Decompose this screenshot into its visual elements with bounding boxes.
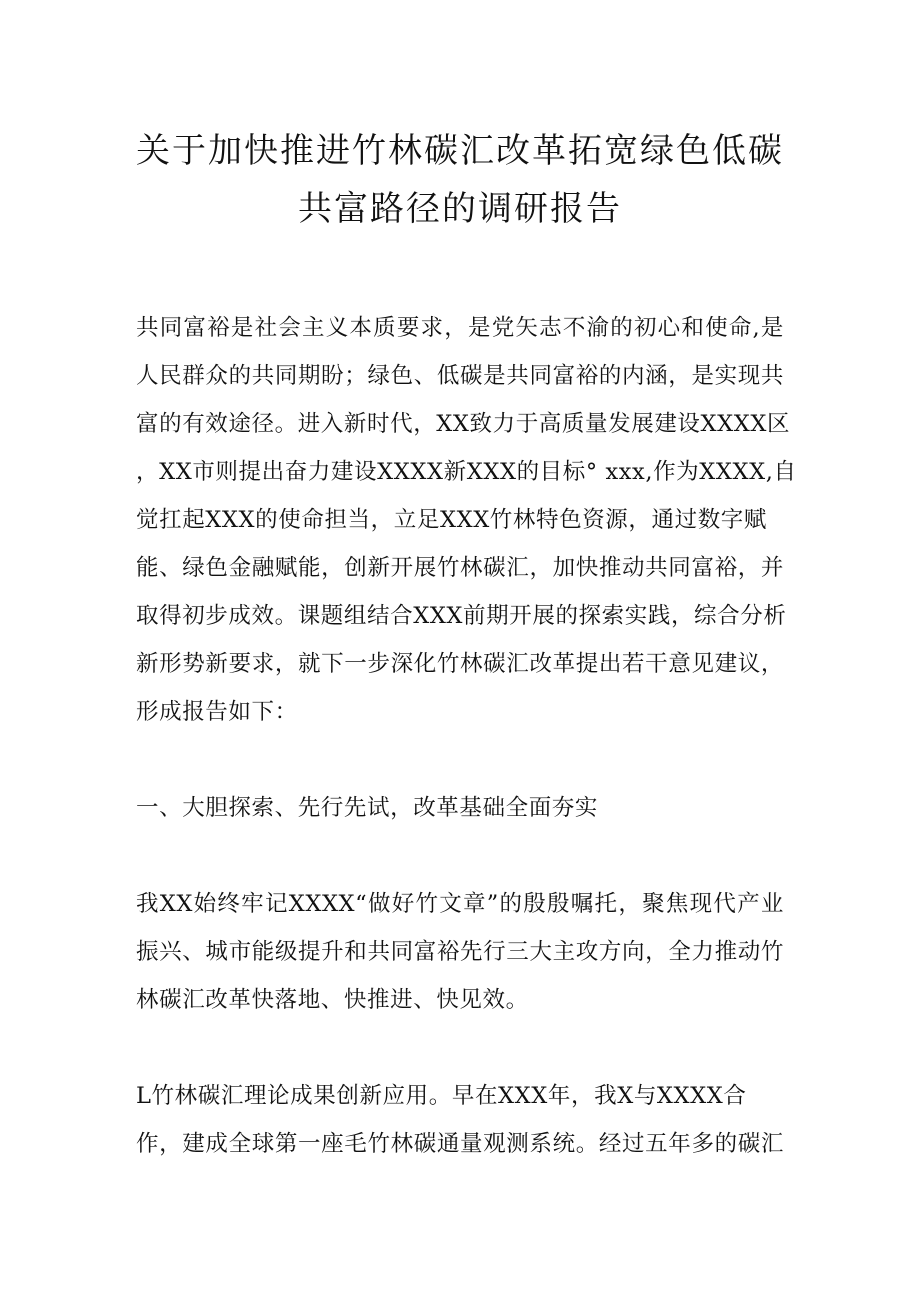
text-line: ，XX市则提出奋力建设XXXX新XXX的目标° xxx,作为XXXX,自 <box>136 459 797 485</box>
text-line: 我XX始终牢记XXXX“做好竹文章”的殷殷嘱托，聚焦现代产业 <box>136 891 784 917</box>
text-line: 取得初步成效。课题组结合XXX前期开展的探索实践，综合分析 <box>136 603 787 629</box>
text-line: 形成报告如下： <box>136 699 298 725</box>
title-line-1: 关于加快推进竹林碳汇改革拓宽绿色低碳 <box>136 131 784 171</box>
text-line: 作，建成全球第一座毛竹林碳通量观测系统。经过五年多的碳汇 <box>136 1131 784 1157</box>
document-title <box>120 122 800 238</box>
text-line: 林碳汇改革快落地、快推进、快见效。 <box>136 987 529 1013</box>
text-line: 能、绿色金融赋能，创新开展竹林碳汇，加快推动共同富裕，并 <box>136 555 784 581</box>
text-line: 人民群众的共同期盼；绿色、低碳是共同富裕的内涵，是实现共 <box>136 363 784 389</box>
text-line: 新形势新要求，就下一步深化竹林碳汇改革提出若干意见建议， <box>136 651 784 677</box>
text-line: 觉扛起XXX的使命担当，立足XXX竹林特色资源，通过数字赋 <box>136 507 768 533</box>
text-line: 振兴、城市能级提升和共同富裕先行三大主攻方向，全力推动竹 <box>136 939 784 965</box>
section-heading: 一、大胆探索、先行先试，改革基础全面夯实 <box>136 795 599 821</box>
text-line: L竹林碳汇理论成果创新应用。早在XXX年，我X与XXXX合 <box>136 1083 747 1109</box>
text-line: 富的有效途径。进入新时代，XX致力于高质量发展建设XXXX区 <box>136 411 791 437</box>
title-line-2: 共富路径的调研报告 <box>298 189 622 229</box>
text-line: 共同富裕是社会主义本质要求，是党矢志不渝的初心和使命,是 <box>136 315 784 341</box>
